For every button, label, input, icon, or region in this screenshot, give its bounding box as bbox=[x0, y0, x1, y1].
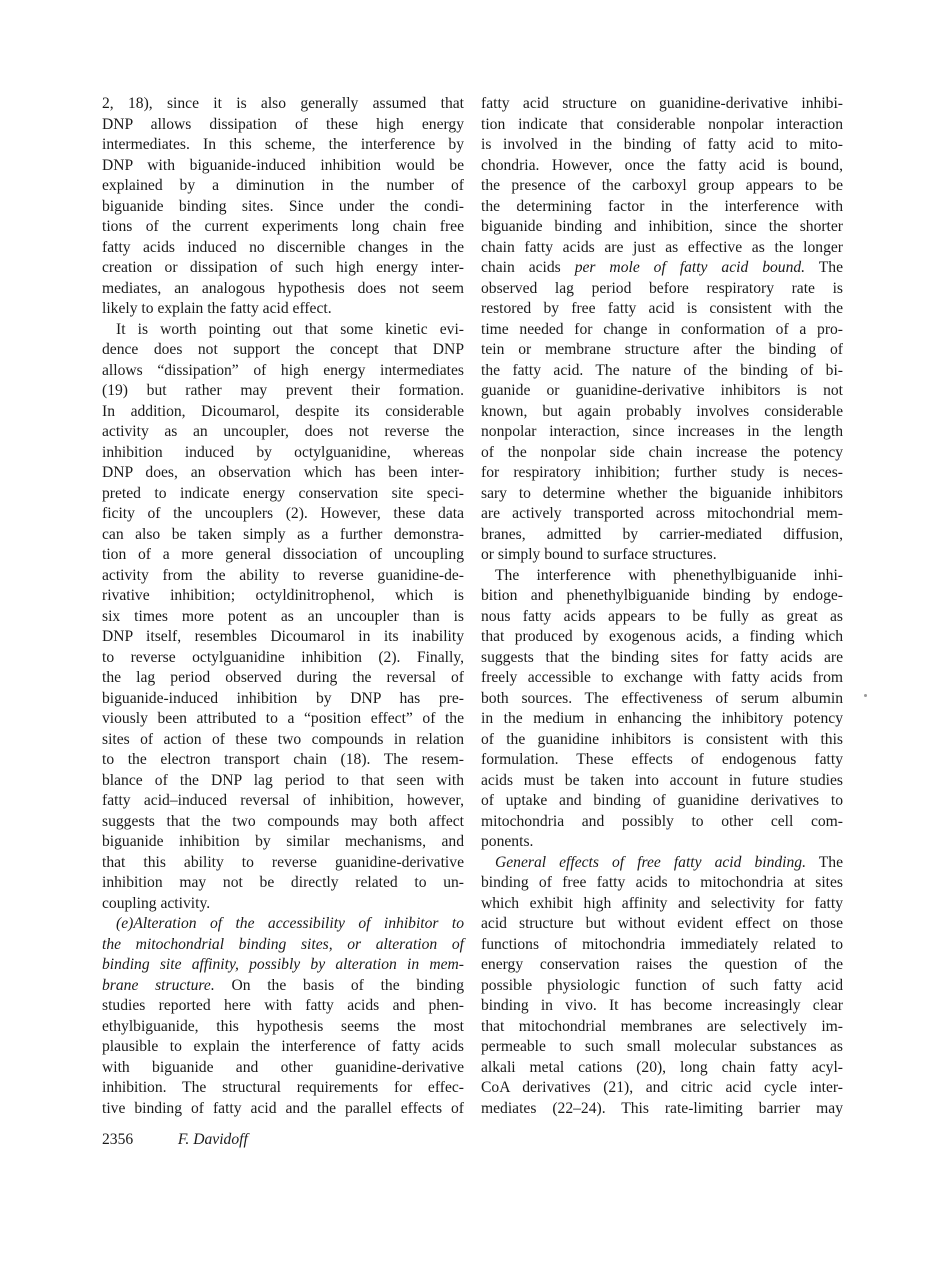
text-run: chain acids bbox=[481, 259, 575, 276]
text-line: is involved in the binding of fatty acid to mito- bbox=[481, 136, 843, 153]
general-effects-paragraph bbox=[481, 853, 843, 1120]
text-line: possible physiologic function of such fatty acid bbox=[481, 976, 843, 994]
text-line: the determining factor in the interference with bbox=[481, 197, 843, 215]
text-line: biguanide inhibition by similar mechanisms, and bbox=[102, 833, 464, 850]
text-line: binding of free fatty acids to mitochondria at sites bbox=[481, 874, 843, 891]
text-line: fatty acid structure on guanidine-derivative inhibi- bbox=[481, 95, 843, 112]
text-line: sary to determine whether the biguanide inhibitors bbox=[481, 484, 843, 502]
text-line: to the electron transport chain (18). The resem- bbox=[102, 751, 464, 768]
text-line: permeable to such small molecular substances as bbox=[481, 1038, 843, 1055]
text-line: allows “dissipation” of high energy intermediates bbox=[102, 361, 464, 379]
text-line: can also be taken simply as a further demonstra- bbox=[102, 525, 464, 543]
text-line: preted to indicate energy conservation site speci- bbox=[102, 484, 464, 502]
text-line: observed lag period before respiratory rate is bbox=[481, 279, 843, 297]
text-line bbox=[481, 258, 843, 279]
text-line bbox=[102, 955, 464, 976]
text-line: plausible to explain the interference of fatty acids bbox=[102, 1038, 464, 1055]
text-line: DNP itself, resembles Dicoumarol in its inability bbox=[102, 628, 464, 645]
text-line: mediates (22–24). This rate-limiting barrier may bbox=[481, 1099, 843, 1117]
text-line: coupling activity. bbox=[102, 894, 211, 912]
left-column bbox=[102, 94, 464, 1119]
text-line: blance of the DNP lag period to that seen with bbox=[102, 771, 464, 789]
text-line: tive binding of fatty acid and the parallel effects of bbox=[102, 1099, 464, 1117]
section-heading: binding site affinity, possibly by alteration in mem- bbox=[102, 956, 464, 973]
text-line: mitochondria and possibly to other cell com- bbox=[481, 812, 843, 830]
text-line: for respiratory inhibition; further study is neces- bbox=[481, 464, 843, 481]
text-line: or simply bound to surface structures. bbox=[481, 546, 717, 563]
section-heading: the mitochondrial binding sites, or alteration of bbox=[102, 935, 464, 953]
text-line: activity from the ability to reverse guanidine-de- bbox=[102, 566, 464, 584]
text-line: biguanide binding and inhibition, since the shorter bbox=[481, 218, 843, 235]
paragraph bbox=[102, 94, 464, 320]
text-line: It is worth pointing out that some kinetic evi- bbox=[116, 320, 464, 338]
text-line: formulation. These effects of endogenous fatty bbox=[481, 751, 843, 768]
text-line: both sources. The effectiveness of serum albumin bbox=[481, 689, 843, 707]
text-run: On the basis of the binding bbox=[231, 976, 465, 994]
text-line: guanide or guanidine-derivative inhibitors is not bbox=[481, 382, 843, 399]
text-line: tions of the current experiments long chain free bbox=[102, 218, 464, 235]
section-label: (e) bbox=[116, 915, 134, 932]
text-line: chain fatty acids are just as effective as the longer bbox=[481, 238, 843, 256]
text-line: mediates, an analogous hypothesis does not seem bbox=[102, 279, 464, 297]
text-line: fatty acid–induced reversal of inhibition, however, bbox=[102, 792, 464, 809]
section-heading: brane structure. bbox=[102, 976, 215, 994]
text-line: that mitochondrial membranes are selectively im- bbox=[481, 1017, 843, 1035]
text-line: in the medium in enhancing the inhibitory potency bbox=[481, 710, 843, 727]
right-column bbox=[481, 94, 843, 1119]
text-line: DNP with biguanide-induced inhibition would be bbox=[102, 156, 464, 174]
text-line: fatty acids induced no discernible changes in the bbox=[102, 238, 464, 256]
text-line: ponents. bbox=[481, 833, 534, 850]
text-line: of the guanidine inhibitors is consistent with this bbox=[481, 730, 843, 748]
text-line bbox=[102, 914, 464, 935]
stray-mark bbox=[864, 694, 867, 697]
text-line: the fatty acid. The nature of the binding of bi- bbox=[481, 361, 843, 379]
paragraph bbox=[481, 566, 843, 853]
text-line: DNP allows dissipation of these high energy bbox=[102, 115, 464, 133]
text-run: The bbox=[818, 259, 844, 276]
text-line: inhibition may not be directly related to un- bbox=[102, 874, 464, 891]
text-line: branes, admitted by carrier-mediated diffusion, bbox=[481, 525, 843, 543]
text-line bbox=[481, 853, 843, 874]
text-line: (19) but rather may prevent their formation. bbox=[102, 382, 464, 399]
text-line: inhibition induced by octylguanidine, whereas bbox=[102, 443, 464, 461]
text-line bbox=[102, 976, 464, 997]
paragraph bbox=[102, 320, 464, 915]
text-line: tein or membrane structure after the binding of bbox=[481, 341, 843, 358]
text-line: nous fatty acids appears to be fully as great as bbox=[481, 607, 843, 625]
text-line: suggests that the two compounds may both affect bbox=[102, 812, 464, 830]
text-line: sites of action of these two compounds in relation bbox=[102, 730, 464, 748]
text-line: known, but again probably involves considerable bbox=[481, 402, 843, 420]
text-line: the lag period observed during the reversal of bbox=[102, 669, 464, 686]
text-run: The bbox=[818, 853, 843, 871]
paragraph bbox=[481, 94, 843, 566]
text-line: 2, 18), since it is also generally assumed that bbox=[102, 95, 464, 112]
text-line: chondria. However, once the fatty acid is bound, bbox=[481, 156, 843, 174]
text-line: alkali metal cations (20), long chain fatty acyl- bbox=[481, 1058, 843, 1076]
text-line: energy conservation raises the question of the bbox=[481, 956, 843, 973]
text-line: to reverse octylguanidine inhibition (2). Finally, bbox=[102, 648, 464, 666]
text-line: that this ability to reverse guanidine-derivative bbox=[102, 853, 464, 871]
text-line: ethylbiguanide, this hypothesis seems the most bbox=[102, 1017, 464, 1035]
text-line: viously been attributed to a “position effect” of the bbox=[102, 710, 464, 727]
text-line: binding in vivo. It has become increasingly clear bbox=[481, 997, 843, 1014]
text-line: functions of mitochondria immediately related to bbox=[481, 935, 843, 953]
text-line: likely to explain the fatty acid effect. bbox=[102, 300, 332, 317]
text-line: bition and phenethylbiguanide binding by endoge- bbox=[481, 587, 843, 604]
section-heading: General effects of free fatty acid binding. bbox=[495, 853, 806, 871]
text-line: acids must be taken into account in future studies bbox=[481, 771, 843, 789]
text-line: are actively transported across mitochondrial mem- bbox=[481, 505, 843, 522]
text-line: which exhibit high affinity and selectivity for fatty bbox=[481, 894, 843, 912]
text-line: explained by a diminution in the number of bbox=[102, 177, 464, 194]
text-line: tion indicate that considerable nonpolar interaction bbox=[481, 115, 843, 133]
page-number: 2356 bbox=[102, 1131, 134, 1148]
text-line: biguanide-induced inhibition by DNP has pre- bbox=[102, 689, 464, 707]
text-line bbox=[102, 935, 464, 956]
text-line: six times more potent as an uncoupler than is bbox=[102, 607, 464, 625]
page-footer bbox=[102, 1131, 248, 1149]
section-e-paragraph bbox=[102, 914, 464, 1119]
emphasis: per mole of fatty acid bound. bbox=[574, 259, 806, 276]
text-line: freely accessible to exchange with fatty acids from bbox=[481, 669, 843, 686]
text-line: with biguanide and other guanidine-derivative bbox=[102, 1058, 464, 1076]
text-line: inhibition. The structural requirements for effec- bbox=[102, 1079, 464, 1096]
text-line: that produced by exogenous acids, a finding which bbox=[481, 628, 843, 645]
text-line: DNP does, an observation which has been inter- bbox=[102, 464, 464, 481]
text-line: dence does not support the concept that DNP bbox=[102, 341, 464, 358]
text-line: tion of a more general dissociation of uncoupling bbox=[102, 546, 464, 563]
text-line: the presence of the carboxyl group appears to be bbox=[481, 177, 843, 194]
text-line: In addition, Dicoumarol, despite its considerable bbox=[102, 402, 464, 420]
text-line: rivative inhibition; octyldinitrophenol, which is bbox=[102, 587, 464, 604]
text-line: nonpolar interaction, since increases in the length bbox=[481, 423, 843, 440]
text-line: suggests that the binding sites for fatty acids are bbox=[481, 648, 843, 666]
text-line: acid structure but without evident effect on those bbox=[481, 915, 843, 932]
text-line: activity as an uncoupler, does not reverse the bbox=[102, 423, 464, 440]
text-line: creation or dissipation of such high energy inter- bbox=[102, 259, 464, 276]
text-line: intermediates. In this scheme, the interference by bbox=[102, 136, 464, 153]
text-line: time needed for change in conformation of a pro- bbox=[481, 320, 843, 338]
text-line: CoA derivatives (21), and citric acid cycle inter- bbox=[481, 1079, 843, 1096]
text-line: studies reported here with fatty acids and phen- bbox=[102, 997, 464, 1014]
text-line: of the nonpolar side chain increase the potency bbox=[481, 443, 843, 461]
text-line: ficity of the uncouplers (2). However, these data bbox=[102, 505, 464, 522]
section-heading: Alteration of the accessibility of inhibitor to bbox=[133, 915, 464, 932]
text-line: biguanide binding sites. Since under the condi- bbox=[102, 197, 464, 215]
text-line: restored by free fatty acid is consistent with the bbox=[481, 300, 843, 317]
running-author: F. Davidoff bbox=[177, 1131, 248, 1148]
text-line: The interference with phenethylbiguanide inhi- bbox=[495, 566, 843, 584]
text-line: of uptake and binding of guanidine derivatives to bbox=[481, 792, 843, 809]
